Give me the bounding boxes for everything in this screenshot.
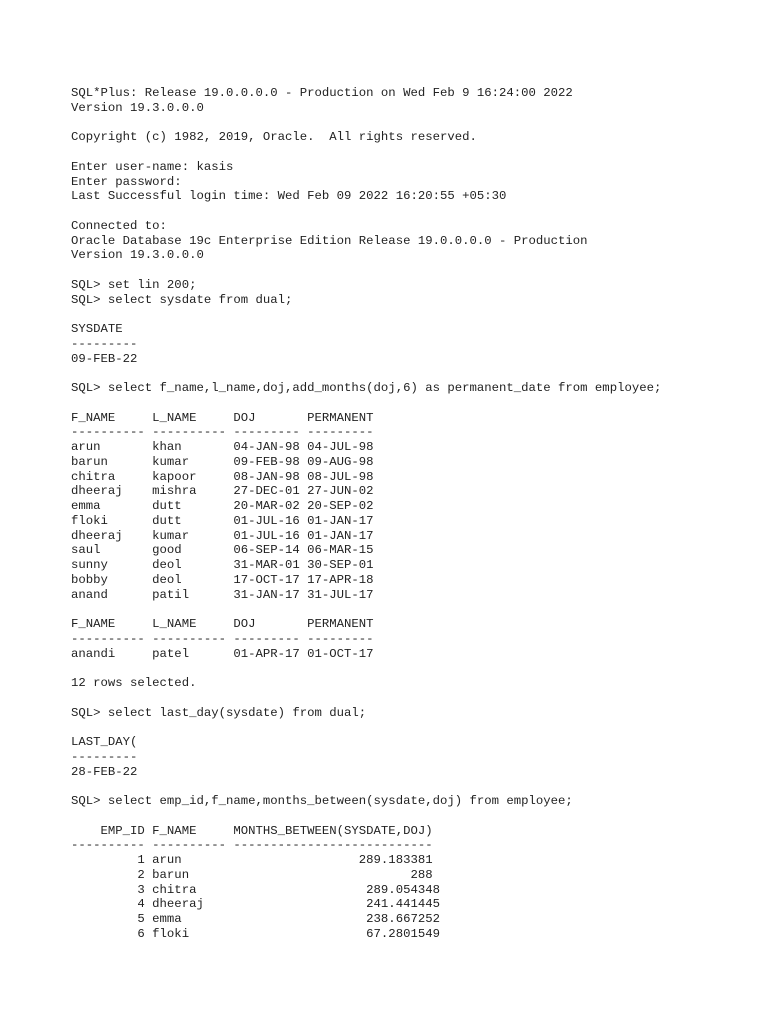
transcript-line: Version 19.3.0.0.0 (71, 100, 204, 115)
transcript-line: SQL> select last_day(sysdate) from dual; (71, 705, 367, 720)
transcript-line: F_NAME L_NAME DOJ PERMANENT (71, 410, 374, 425)
transcript-line (71, 809, 731, 824)
transcript-line: dheeraj kumar 01-JUL-16 01-JAN-17 (71, 528, 374, 543)
transcript-line (71, 145, 731, 160)
transcript-line: barun kumar 09-FEB-98 09-AUG-98 (71, 454, 374, 469)
transcript-line: Last Successful login time: Wed Feb 09 2022 16:20:55 +05:30 (71, 189, 507, 204)
transcript-line: anandi patel 01-APR-17 01-OCT-17 (71, 646, 374, 661)
transcript-line: 5 emma 238.667252 (71, 912, 440, 926)
transcript-line: floki dutt 01-JUL-16 01-JAN-17 (71, 513, 374, 528)
transcript-line: Enter password: (71, 174, 182, 189)
transcript-line: F_NAME L_NAME DOJ PERMANENT (71, 617, 374, 631)
transcript-line (71, 396, 731, 411)
transcript-line: sunny deol 31-MAR-01 30-SEP-01 (71, 558, 374, 572)
transcript-line: bobby deol 17-OCT-17 17-APR-18 (71, 572, 374, 587)
transcript-line: 6 floki 67.2801549 (71, 926, 440, 941)
transcript-line: --------- (71, 336, 138, 351)
transcript-line (71, 661, 731, 676)
transcript-line: EMP_ID F_NAME MONTHS_BETWEEN(SYSDATE,DOJ) (71, 823, 433, 838)
transcript-line: SQL> set lin 200; (71, 277, 197, 292)
transcript-line: 4 dheeraj 241.441445 (71, 897, 440, 912)
transcript-line: 28-FEB-22 (71, 764, 138, 779)
transcript-line: SQL> select emp_id,f_name,months_between(sysdate,doj) from employee; (71, 794, 573, 808)
transcript-line: 12 rows selected. (71, 676, 197, 690)
transcript-line: Connected to: (71, 218, 167, 233)
transcript-line: ---------- ---------- --------------------------- (71, 838, 433, 853)
transcript-line: SQL*Plus: Release 19.0.0.0.0 - Production on Wed Feb 9 16:24:00 2022 (71, 86, 573, 100)
transcript-line (71, 602, 731, 617)
transcript-line: Oracle Database 19c Enterprise Edition Release 19.0.0.0.0 - Production (71, 233, 588, 248)
transcript-line (71, 204, 731, 219)
transcript-line: Copyright (c) 1982, 2019, Oracle. All rights reserved. (71, 130, 477, 145)
transcript-line: arun khan 04-JAN-98 04-JUL-98 (71, 440, 374, 454)
transcript-line: anand patil 31-JAN-17 31-JUL-17 (71, 587, 374, 602)
transcript-line: ---------- ---------- --------- --------- (71, 631, 374, 646)
transcript-line: Version 19.3.0.0.0 (71, 248, 204, 263)
transcript-line (71, 307, 731, 322)
transcript-line (71, 691, 731, 706)
transcript-line: LAST_DAY( (71, 735, 138, 749)
transcript-line (71, 720, 731, 735)
transcript-line: emma dutt 20-MAR-02 20-SEP-02 (71, 499, 374, 513)
transcript-line (71, 263, 731, 278)
transcript-line: 1 arun 289.183381 (71, 853, 433, 867)
transcript-line: 09-FEB-22 (71, 351, 138, 366)
sql-plus-session-transcript (71, 86, 731, 942)
transcript-line: 2 barun 288 (71, 867, 433, 882)
transcript-line: ---------- ---------- --------- --------- (71, 425, 374, 440)
transcript-line (71, 366, 731, 381)
transcript-line (71, 779, 731, 794)
transcript-line: dheeraj mishra 27-DEC-01 27-JUN-02 (71, 484, 374, 499)
transcript-line: --------- (71, 749, 138, 764)
transcript-line: SQL> select sysdate from dual; (71, 292, 293, 307)
transcript-line: SQL> select f_name,l_name,doj,add_months(doj,6) as permanent_date from employee; (71, 381, 662, 395)
transcript-line: 3 chitra 289.054348 (71, 882, 440, 897)
transcript-line (71, 116, 731, 131)
transcript-line: Enter user-name: kasis (71, 159, 234, 174)
transcript-line: chitra kapoor 08-JAN-98 08-JUL-98 (71, 469, 374, 484)
transcript-line: SYSDATE (71, 322, 123, 336)
transcript-line: saul good 06-SEP-14 06-MAR-15 (71, 543, 374, 558)
